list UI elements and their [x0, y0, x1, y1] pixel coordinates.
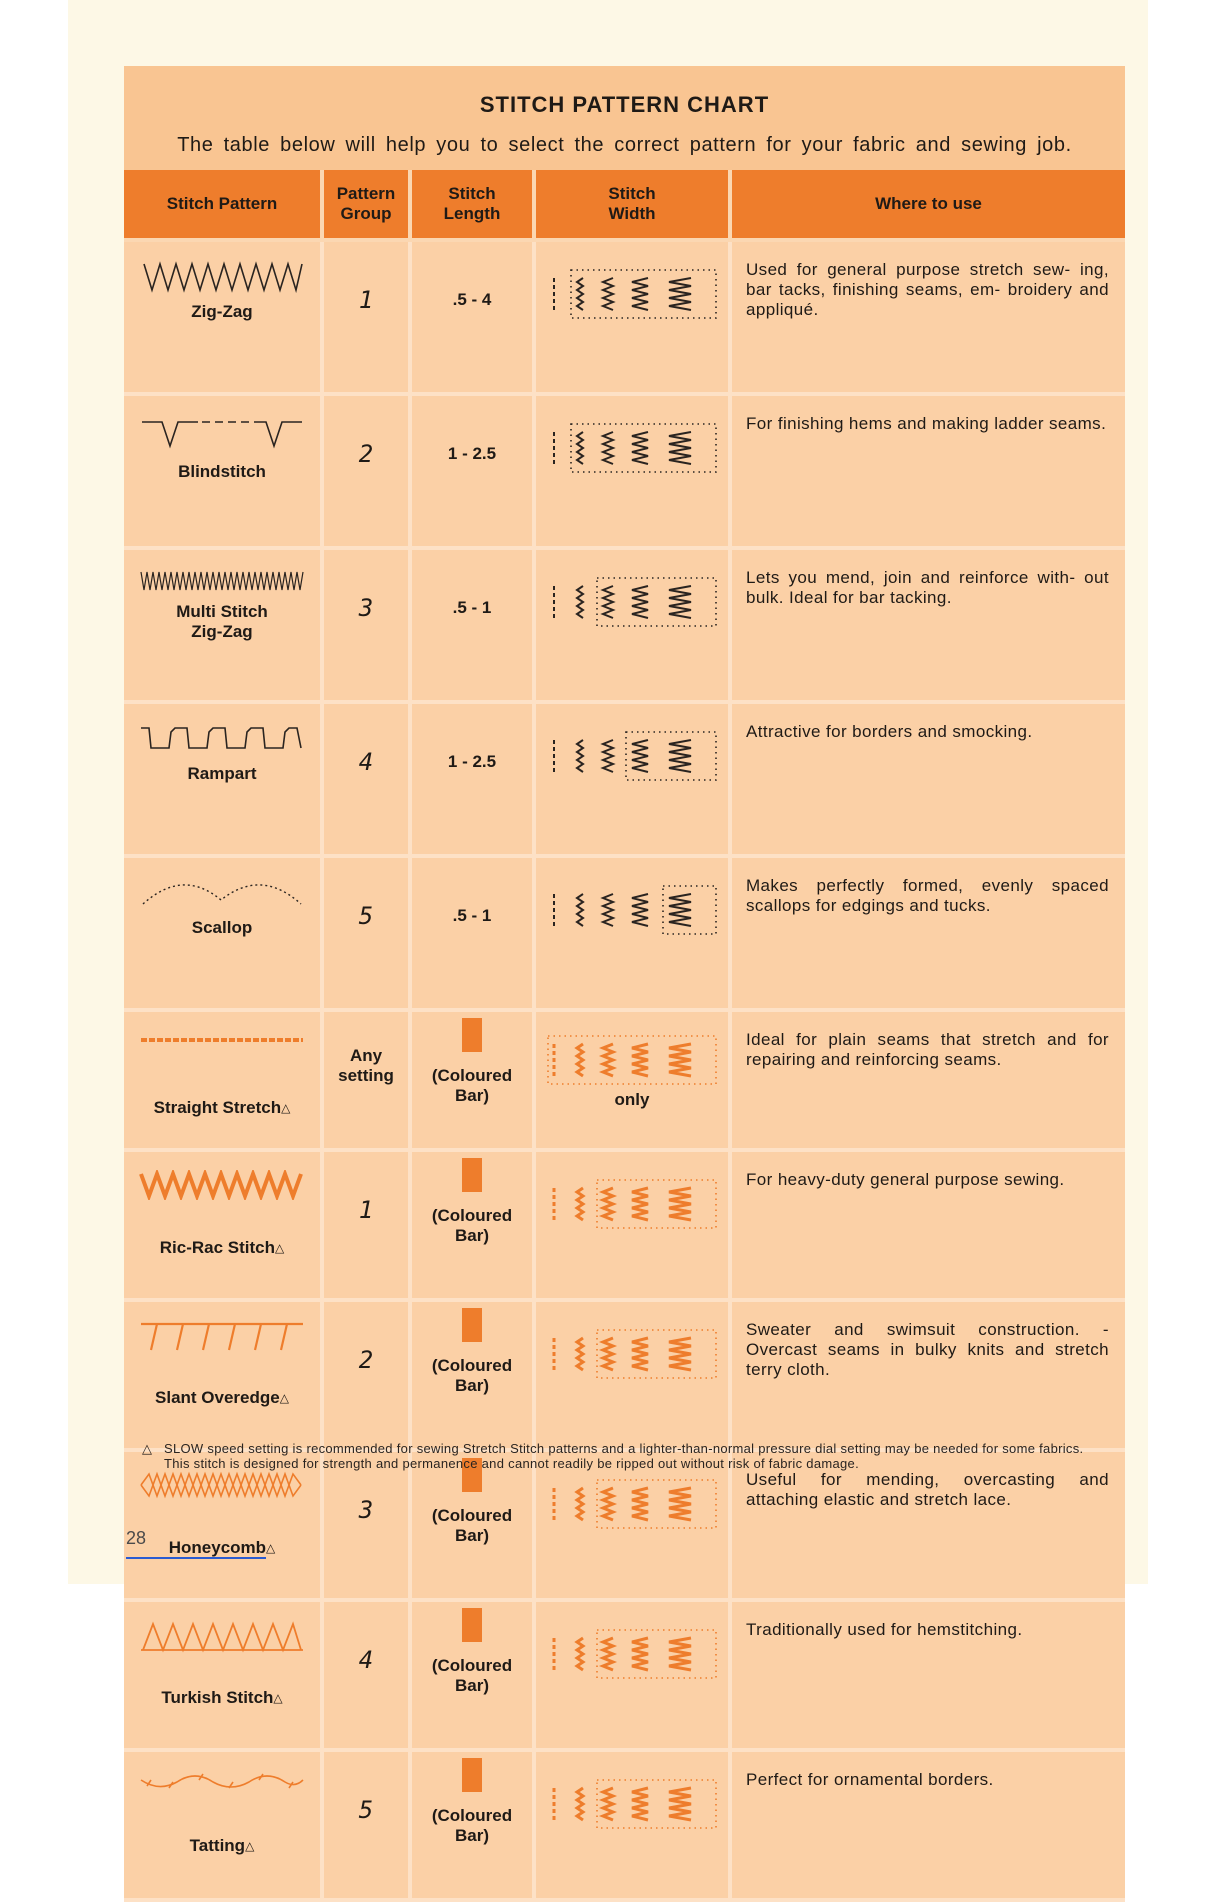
where-to-use: Used for general purpose stretch sew- ing, bar tacks, finishing seams, em- broidery and appliqué.: [730, 240, 1125, 394]
pattern-cell: [124, 1600, 322, 1750]
stitch-length: 1 - 2.5: [410, 394, 534, 548]
pattern-cell: [124, 1150, 322, 1300]
pattern-name: Rampart: [187, 764, 257, 783]
width-position-mark: [632, 432, 648, 464]
stitch-length: (Coloured Bar): [410, 1300, 534, 1450]
pattern-name: Tatting△: [189, 1836, 255, 1855]
table-row: [124, 394, 1125, 548]
stitch-width-diagram: [544, 1326, 720, 1382]
stitch-table: [124, 170, 1125, 1902]
blindstitch-icon: [140, 414, 304, 454]
width-position-mark: [669, 1788, 691, 1820]
width-position-mark: [632, 1638, 648, 1670]
pattern-cell: [124, 394, 322, 548]
ric-rac-stitch-icon: [139, 1170, 305, 1200]
stitch-width-diagram: [544, 728, 720, 784]
width-position-mark: [669, 1188, 691, 1220]
pattern-cell: [124, 702, 322, 856]
width-position-mark: [632, 586, 648, 618]
width-position-mark: [577, 1488, 583, 1520]
width-position-mark: [603, 894, 613, 926]
pattern-name: Straight Stretch△: [153, 1098, 291, 1117]
stitch-length: .5 - 1: [410, 856, 534, 1010]
pattern-group: 3: [322, 1450, 410, 1600]
page-number: 28: [126, 1528, 147, 1548]
header-stitch-length: Stitch Length: [410, 170, 534, 240]
pattern-cell: [124, 1010, 322, 1150]
stitch-width-cell: [534, 1750, 730, 1900]
width-position-mark: [632, 1188, 648, 1220]
width-note: only: [614, 1090, 650, 1109]
stretch-mark-icon: △: [266, 1541, 276, 1555]
width-position-mark: [577, 1338, 583, 1370]
stitch-length: 1 - 2.5: [410, 702, 534, 856]
width-position-mark: [577, 894, 583, 926]
pattern-name: Blindstitch: [178, 462, 266, 481]
stitch-width-cell: [534, 240, 730, 394]
pattern-group: Any setting: [322, 1010, 410, 1150]
width-position-mark: [577, 278, 583, 310]
width-position-mark: [603, 432, 613, 464]
width-position-mark: [632, 1488, 648, 1520]
stitch-length: .5 - 4: [410, 240, 534, 394]
table-row: [124, 1600, 1125, 1750]
footnote-text: SLOW speed setting is recommended for sewing Stretch Stitch patterns and a lighter-than-normal pressure dial setting may be needed for some fabrics. This stitch is designed for strength and permanence and cannot readily be ripped out without risk of fabric damage.: [164, 1441, 1084, 1471]
width-position-mark: [632, 1338, 648, 1370]
width-position-mark: [577, 586, 583, 618]
width-position-mark: [577, 1188, 583, 1220]
stretch-mark-icon: △: [275, 1241, 285, 1255]
pattern-name: Honeycomb△: [168, 1538, 276, 1557]
pattern-group: 1: [322, 240, 410, 394]
width-position-mark: [603, 1338, 613, 1370]
width-position-mark: [577, 1788, 583, 1820]
pattern-group: 5: [322, 856, 410, 1010]
pattern-group: 3: [322, 548, 410, 702]
width-position-mark: [669, 278, 691, 310]
stretch-mark-icon: △: [279, 1391, 289, 1405]
stretch-mark-icon: △: [273, 1691, 283, 1705]
coloured-bar-icon: [462, 1758, 482, 1792]
width-position-mark: [603, 740, 613, 772]
pattern-group: 2: [322, 1300, 410, 1450]
stitch-width-diagram: [544, 1476, 720, 1532]
pattern-name: Multi Stitch Zig-Zag: [176, 602, 268, 641]
width-position-mark: [632, 894, 648, 926]
width-position-mark: [632, 278, 648, 310]
where-to-use: Sweater and swimsuit construction. - Overcast seams in bulky knits and stretch terry cloth.: [730, 1300, 1125, 1450]
where-to-use: Makes perfectly formed, evenly spaced scallops for edgings and tucks.: [730, 856, 1125, 1010]
zigzag-stitch-icon: [140, 260, 304, 294]
where-to-use: For finishing hems and making ladder seams.: [730, 394, 1125, 548]
width-position-mark: [577, 740, 583, 772]
width-position-mark: [603, 1188, 613, 1220]
table-row: [124, 702, 1125, 856]
pattern-group: 5: [322, 1750, 410, 1900]
width-position-mark: [577, 432, 583, 464]
table-row: [124, 1750, 1125, 1900]
stitch-width-cell: [534, 548, 730, 702]
pattern-cell: [124, 1300, 322, 1450]
width-position-mark: [603, 1044, 613, 1076]
stitch-width-cell: [534, 702, 730, 856]
width-position-mark: [603, 586, 613, 618]
header-stitch-width: Stitch Width: [534, 170, 730, 240]
width-position-mark: [669, 1044, 691, 1076]
rampart-stitch-icon: [139, 722, 305, 756]
coloured-bar-icon: [462, 1158, 482, 1192]
stitch-length: .5 - 1: [410, 548, 534, 702]
stitch-width-diagram: [544, 420, 720, 476]
width-position-mark: [669, 1338, 691, 1370]
stitch-width-cell: [534, 1450, 730, 1600]
pattern-group: 4: [322, 1600, 410, 1750]
width-position-mark: [603, 1788, 613, 1820]
width-position-mark: [632, 1788, 648, 1820]
pattern-cell: [124, 240, 322, 394]
honeycomb-stitch-icon: [139, 1470, 305, 1500]
stitch-width-diagram: [544, 1176, 720, 1232]
pattern-name: Scallop: [191, 918, 253, 937]
stretch-mark-icon: △: [142, 1441, 153, 1456]
header-stitch-pattern: Stitch Pattern: [124, 170, 322, 240]
table-row: [124, 1010, 1125, 1150]
where-to-use: Traditionally used for hemstitching.: [730, 1600, 1125, 1750]
where-to-use: Attractive for borders and smocking.: [730, 702, 1125, 856]
footnote: [142, 1441, 1097, 1471]
stitch-length: (Coloured Bar): [410, 1750, 534, 1900]
pattern-cell: [124, 1750, 322, 1900]
stitch-width-cell: [534, 1010, 730, 1150]
turkish-stitch-icon: [139, 1620, 305, 1654]
width-range-box: [571, 270, 716, 318]
where-to-use: Lets you mend, join and reinforce with- out bulk. Ideal for bar tacking.: [730, 548, 1125, 702]
multi-zigzag-icon: [139, 568, 305, 594]
stitch-width-diagram: [544, 1776, 720, 1832]
straight-stretch-icon: [139, 1030, 305, 1050]
stitch-width-cell: [534, 1150, 730, 1300]
width-position-mark: [603, 278, 613, 310]
pattern-group: 4: [322, 702, 410, 856]
stitch-width-diagram: [544, 882, 720, 938]
pattern-group: 1: [322, 1150, 410, 1300]
table-row: [124, 856, 1125, 1010]
pattern-cell: [124, 1450, 322, 1600]
stitch-width-diagram: [544, 1626, 720, 1682]
width-position-mark: [669, 1488, 691, 1520]
width-position-mark: [632, 740, 648, 772]
width-position-mark: [603, 1488, 613, 1520]
page-subtitle: The table below will help you to select the correct pattern for your fabric and sewing job.: [177, 134, 1072, 156]
pattern-name: Slant Overedge△: [155, 1388, 289, 1407]
stitch-width-cell: [534, 1600, 730, 1750]
stretch-mark-icon: △: [281, 1101, 291, 1115]
width-position-mark: [669, 740, 691, 772]
tatting-stitch-icon: [139, 1770, 305, 1800]
stitch-width-cell: [534, 856, 730, 1010]
stitch-length: (Coloured Bar): [410, 1600, 534, 1750]
where-to-use: Ideal for plain seams that stretch and for repairing and reinforcing seams.: [730, 1010, 1125, 1150]
stitch-length: (Coloured Bar): [410, 1150, 534, 1300]
header-where-to-use: Where to use: [730, 170, 1125, 240]
slant-overedge-icon: [139, 1320, 305, 1354]
width-position-mark: [577, 1044, 583, 1076]
width-position-mark: [603, 1638, 613, 1670]
pattern-cell: [124, 548, 322, 702]
pattern-name: Ric-Rac Stitch△: [159, 1238, 285, 1257]
stitch-length: (Coloured Bar): [410, 1450, 534, 1600]
where-to-use: Useful for mending, overcasting and attaching elastic and stretch lace.: [730, 1450, 1125, 1600]
stitch-width-diagram: [544, 266, 720, 322]
stitch-width-cell: [534, 1300, 730, 1450]
width-position-mark: [669, 894, 691, 926]
pattern-group: 2: [322, 394, 410, 548]
table-row: [124, 1300, 1125, 1450]
where-to-use: For heavy-duty general purpose sewing.: [730, 1150, 1125, 1300]
footer-rule: [126, 1557, 266, 1559]
header-pattern-group: Pattern Group: [322, 170, 410, 240]
table-row: [124, 1150, 1125, 1300]
width-range-box: [626, 732, 716, 780]
table-header-row: [124, 170, 1125, 240]
table-row: [124, 1450, 1125, 1600]
width-position-mark: [669, 432, 691, 464]
page-title: STITCH PATTERN CHART: [479, 92, 770, 117]
width-range-box: [571, 424, 716, 472]
width-position-mark: [577, 1638, 583, 1670]
where-to-use: Perfect for ornamental borders.: [730, 1750, 1125, 1900]
pattern-name: Zig-Zag: [191, 302, 253, 321]
pattern-name: Turkish Stitch△: [161, 1688, 283, 1707]
stretch-mark-icon: △: [245, 1839, 255, 1853]
coloured-bar-icon: [462, 1308, 482, 1342]
width-position-mark: [669, 586, 691, 618]
width-position-mark: [632, 1044, 648, 1076]
stitch-width-cell: [534, 394, 730, 548]
coloured-bar-icon: [462, 1018, 482, 1052]
stitch-width-diagram: [544, 574, 720, 630]
stitch-width-diagram: [544, 1032, 720, 1088]
table-row: [124, 240, 1125, 394]
width-position-mark: [669, 1638, 691, 1670]
table-row: [124, 548, 1125, 702]
stitch-length: (Coloured Bar): [410, 1010, 534, 1150]
pattern-cell: [124, 856, 322, 1010]
scallop-stitch-icon: [139, 876, 305, 910]
coloured-bar-icon: [462, 1608, 482, 1642]
